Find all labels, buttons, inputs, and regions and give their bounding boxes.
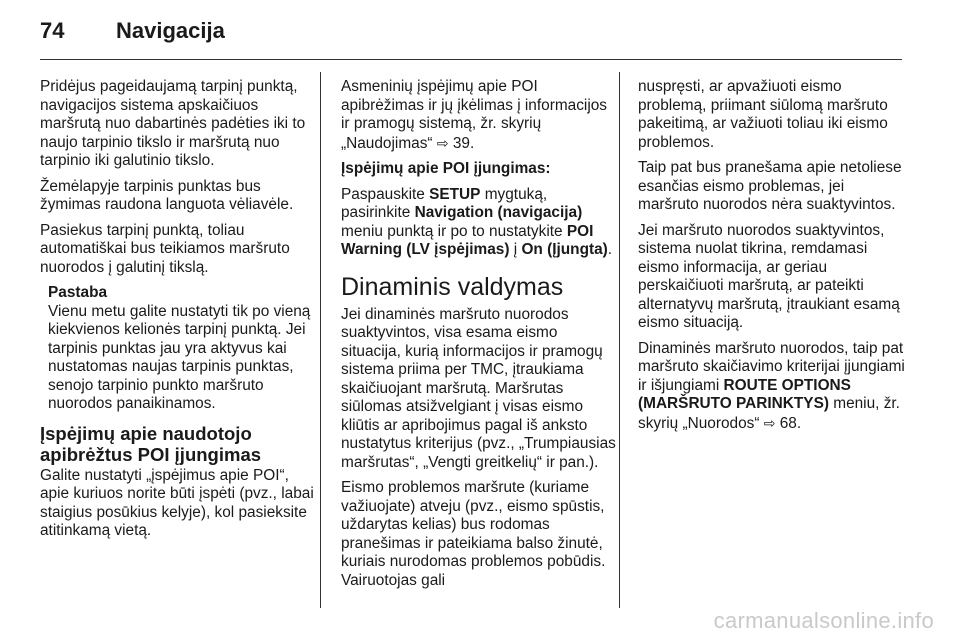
paragraph: Žemėlapyje tarpinis punktas bus žymimas raudona languota vėliavėle. xyxy=(40,177,294,213)
paragraph: Pasiekus tarpinį punktą, toliau automatiškai bus teikiamos maršruto nuorodos į galutinį tikslą. xyxy=(40,221,290,276)
text: meniu punktą ir po to nustatykite xyxy=(341,222,567,240)
note-box xyxy=(48,284,315,414)
cross-reference-arrow-icon: ⇨ xyxy=(436,134,449,151)
page-reference[interactable]: 39. xyxy=(452,134,475,152)
header-rule xyxy=(40,59,902,60)
menu-item-poi-warning: POI Warning (LV įspėjimas) xyxy=(341,222,594,258)
setup-button-label: SETUP xyxy=(429,185,481,203)
column-3 xyxy=(638,78,908,440)
paragraph: Jei maršruto nuorodos suaktyvintos, sistema nuolat tikrina, remdamasi eismo informacija, ar geriau perskaičiuoti maršrutą, ar pateikti alternatyvų maršrutą, įtraukiant esamą eismo situaciją. xyxy=(638,221,900,331)
section-heading: Dinaminis valdymas xyxy=(341,272,564,301)
paragraph: Jei dinaminės maršruto nuorodos suaktyvintos, visa esama eismo situacija, kurią informacijos ir pramogų sistema priima per TMC, įtraukiama skaičiuojant maršrutą. Maršrutas siūlomas atsižvelgiant į visas eismo kliūtis ar apribojimus pagal iš anksto nustatytus kriterijus (pvz., „Trumpiausias maršrutas“, „Vengti greitkelių“ ir pan.). xyxy=(341,305,616,471)
column-2 xyxy=(341,78,616,597)
paragraph: Galite nustatyti „įspėjimus apie POI“, apie kuriuos norite būti įspėti (pvz., labai staigius posūkius kelyje), kol pasieksite atitinkamą vietą. xyxy=(40,466,314,539)
text: Asmeninių įspėjimų apie POI apibrėžimas ir jų įkėlimas į informacijos ir pramogų sistemą, žr. skyrių „Naudojimas“ xyxy=(341,78,607,152)
paragraph: nuspręsti, ar apvažiuoti eismo problemą, priimant siūlomą maršruto pakeitimą, ar važiuoti toliau iki eismo problemos. xyxy=(638,78,888,151)
note-text: Vienu metu galite nustatyti tik po vieną kiekvienos kelionės tarpinį punktą. Jei tarpinis punktas jau yra aktyvus kai nustatomas naujas tarpinis punktas, senojo tarpinio punkto maršruto nuorodos panaikinamos. xyxy=(48,302,311,412)
watermark: carmanualsonline.info xyxy=(713,608,934,633)
chapter-title: Navigacija xyxy=(116,18,225,43)
text: Paspauskite xyxy=(341,185,430,203)
text: mygtuką, pasirinkite xyxy=(341,185,548,221)
note-title: Pastaba xyxy=(48,284,108,301)
paragraph: Pridėjus pageidaujamą tarpinį punktą, navigacijos sistema apskaičiuos maršrutą nuo dabartinės padėties iki to naujo tarpinio tikslo ir maršrutą nuo tarpinio iki galutinio tikslo. xyxy=(40,78,306,169)
text: . xyxy=(607,241,613,258)
text: į xyxy=(509,241,522,258)
paragraph: Eismo problemos maršrute (kuriame važiuojate) atveju (pvz., eismo spūstis, uždarytas kelias) bus rodomas pranešimas ir pateikiama balso žinutė, kuriais nurodomas problemos pobūdis. Vairuotojas gali xyxy=(341,479,606,589)
column-divider-1 xyxy=(320,72,321,608)
menu-item-route-options: ROUTE OPTIONS (MARŠRUTO PARINKTYS) xyxy=(638,376,851,412)
page-reference[interactable]: 68. xyxy=(779,414,802,432)
paragraph xyxy=(341,186,616,260)
text: Dinaminės maršruto nuorodos, taip pat maršruto skaičiavimo kriterijai įjungiami ir išjungiami xyxy=(638,339,905,394)
menu-item-navigation: Navigation (navigacija) xyxy=(414,204,583,221)
section-heading: Įspėjimų apie naudotojo apibrėžtus POI įjungimas xyxy=(40,422,262,465)
paragraph xyxy=(341,78,616,153)
page-number: 74 xyxy=(40,18,65,43)
column-1 xyxy=(40,78,315,548)
option-on: On (Įjungta) xyxy=(521,241,608,258)
paragraph: Taip pat bus pranešama apie netoliese esančias eismo problemas, jei maršruto nuorodos nėra suaktyvintos. xyxy=(638,159,902,213)
text: meniu, žr. skyrių „Nuorodos“ xyxy=(638,395,900,432)
subheading: Įspėjimų apie POI įjungimas: xyxy=(341,160,551,177)
cross-reference-arrow-icon: ⇨ xyxy=(763,414,776,431)
paragraph xyxy=(638,340,908,434)
column-divider-2 xyxy=(619,72,620,608)
